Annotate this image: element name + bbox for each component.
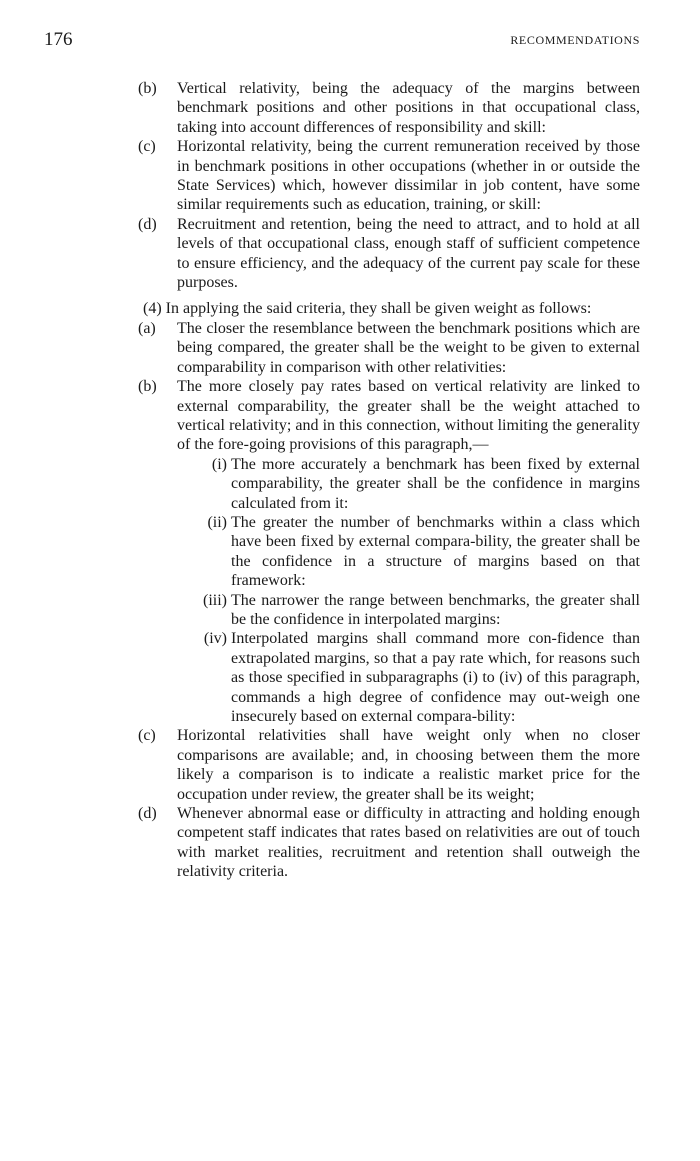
item-label: (d)	[138, 805, 157, 823]
page-number: 176	[44, 29, 73, 50]
criterion-item-b	[114, 79, 640, 137]
item-label: (a)	[138, 319, 156, 337]
weight-item-b	[114, 377, 640, 455]
subitem-text: Interpolated margins shall command more con-fidence than extrapolated margins, so that a pay rate which, for reasons such as those specified in subparagraphs (i) to (iv) of this paragraph, commands a high degree of confidence may out-weigh one insecurely based on external compara-bility:	[231, 630, 640, 725]
subitem-iii	[114, 591, 640, 630]
item-label: (c)	[138, 727, 156, 745]
item-label: (b)	[138, 80, 157, 97]
item-text: Vertical relativity, being the adequacy of the margins between benchmark positions and other positions in that occupational class, taking into account differences of responsibility and skill:	[177, 80, 640, 136]
item-text: Recruitment and retention, being the need to attract, and to hold at all levels of that occupational class, enough staff of sufficient competence to ensure efficiency, and the adequacy of the current pay scale for these purposes.	[177, 215, 640, 292]
subitem-text: The narrower the range between benchmarks, the greater shall be the confidence in interpolated margins:	[231, 591, 640, 628]
item-label: (d)	[138, 215, 157, 233]
weight-item-c	[114, 726, 640, 804]
subitem-text: The greater the number of benchmarks within a class which have been fixed by external compara-bility, the greater shall be the confidence in a structure of margins based on that framework:	[231, 513, 640, 590]
item-text: Horizontal relativities shall have weight only when no closer comparisons are available; and, in choosing between them the more likely a comparison is to indicate a realistic market price for the occupation under review, the greater shall be its weight;	[177, 727, 640, 803]
subitem-label: (ii)	[207, 513, 227, 531]
item-text: Whenever abnormal ease or difficulty in attracting and holding enough competent staff indicates that rates based on relativities are out of touch with market realities, recruitment and retention shall outweigh the relativity criteria.	[177, 805, 640, 881]
item-text: The closer the resemblance between the benchmark positions which are being compared, the greater shall be the weight to be given to external comparability in comparison with other relativities:	[177, 319, 640, 376]
paragraph-4: (4) In applying the said criteria, they shall be given weight as follows:	[143, 300, 592, 318]
criterion-item-c	[114, 137, 640, 215]
weight-item-d	[114, 804, 640, 882]
subitem-label: (i)	[211, 455, 227, 473]
running-head: RECOMMENDATIONS	[510, 33, 640, 47]
subitem-label: (iv)	[203, 630, 227, 648]
subitem-iv	[114, 629, 640, 726]
item-text: The more closely pay rates based on vertical relativity are linked to external comparability, the greater shall be the weight attached to vertical relativity; and in this connection, without limiting the generality of the fore-going provisions of this paragraph,—	[177, 378, 640, 454]
item-label: (c)	[138, 138, 156, 156]
item-label: (b)	[138, 378, 157, 396]
item-text: Horizontal relativity, being the current remuneration received by those in benchmark positions in other occupations (whether in or outside the State Services) which, however dissimilar in job content, have some similar requirements such as education, training, or skill:	[177, 138, 640, 214]
subitem-ii	[114, 513, 640, 591]
page-body	[114, 79, 640, 882]
subitem-label: (iii)	[203, 591, 227, 609]
criterion-item-d	[114, 215, 640, 293]
subitem-i	[114, 455, 640, 513]
subitem-text: The more accurately a benchmark has been fixed by external comparability, the greater shall be the confidence in margins calculated from it:	[231, 455, 640, 512]
weight-item-a	[114, 319, 640, 377]
